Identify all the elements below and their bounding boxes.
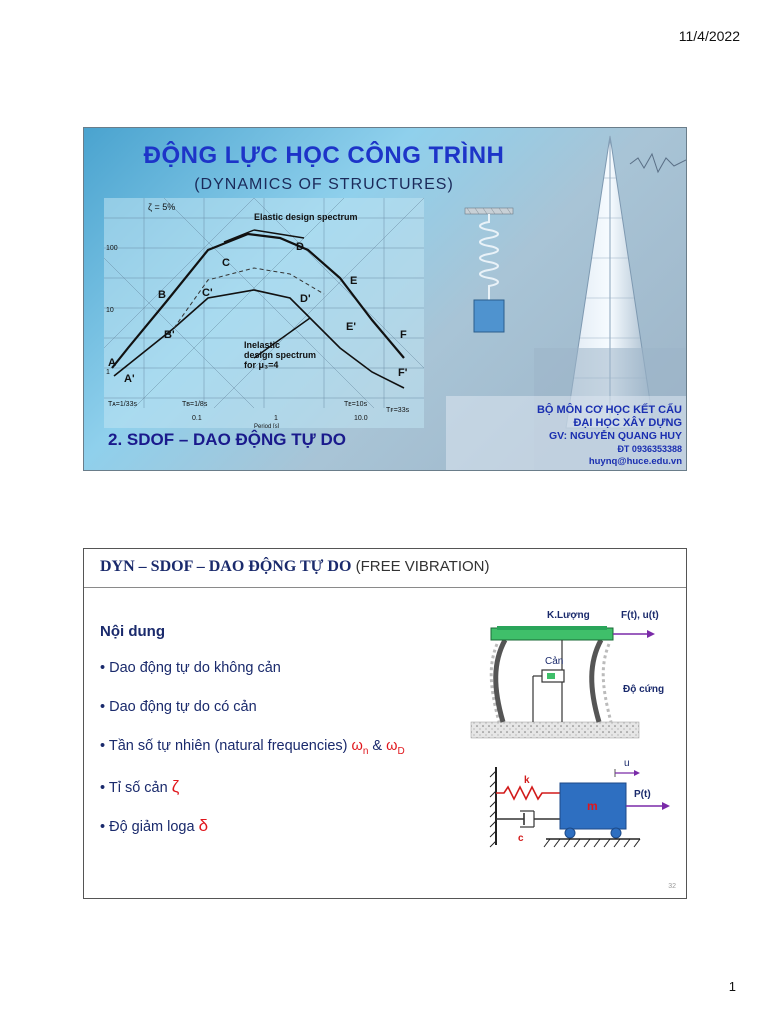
inelastic-label-2: design spectrum	[244, 350, 317, 360]
mass-m-label: m	[587, 799, 598, 813]
bullet-log-decrement-text: • Độ giảm loga	[100, 819, 199, 835]
displacement-u-label: u	[624, 758, 630, 769]
load-p-label: P(t)	[634, 789, 651, 800]
ta-label: Tᴀ=1/33s	[108, 401, 137, 408]
bullet-damped: • Dao động tự do có cản	[100, 699, 257, 715]
slide-subtitle: (DYNAMICS OF STRUCTURES)	[194, 176, 454, 193]
x-tick-10: 10.0	[354, 415, 368, 422]
y-tick-1: 1	[106, 369, 110, 376]
point-d: D	[296, 241, 304, 253]
omega-d-subscript: D	[397, 745, 405, 757]
stiffness-label: Độ cứng	[623, 684, 665, 695]
slide-heading	[100, 558, 489, 576]
damping-label: ζ = 5%	[148, 202, 176, 212]
lecturer-info	[446, 396, 686, 470]
inelastic-label-3: for μ₃=4	[244, 360, 279, 370]
omega-d-symbol: ω	[386, 738, 398, 754]
x-tick-1: 1	[274, 415, 278, 422]
mass-label: K.Lượng	[547, 610, 590, 621]
te-label: Tᴇ=10s	[344, 401, 368, 408]
elastic-label: Elastic design spectrum	[254, 212, 358, 222]
point-b2: B'	[164, 329, 175, 341]
university-line: ĐẠI HỌC XÂY DỰNG	[573, 417, 682, 429]
heading-bold: DYN – SDOF – DAO ĐỘNG TỰ DO	[100, 558, 352, 575]
damper-label: Cản	[545, 656, 564, 667]
point-c2: C'	[202, 287, 213, 299]
bullet-natural-frequency	[100, 738, 405, 757]
slide-title: ĐỘNG LỰC HỌC CÔNG TRÌNH	[143, 142, 505, 169]
portal-frame-diagram	[469, 604, 679, 744]
point-a2: A'	[124, 373, 135, 385]
point-e2: E'	[346, 321, 356, 333]
heading-light: (FREE VIBRATION)	[351, 558, 490, 575]
spring-k-label: k	[524, 775, 530, 786]
ampersand: &	[368, 738, 387, 754]
point-c: C	[222, 257, 230, 269]
email-line: huynq@huce.edu.vn	[588, 456, 682, 467]
spring-mass-image	[459, 206, 519, 346]
omega-n-subscript: n	[362, 745, 369, 757]
point-e: E	[350, 275, 358, 287]
department-line: BỘ MÔN CƠ HỌC KẾT CẤU	[536, 404, 682, 416]
page-number: 1	[728, 979, 736, 994]
point-b: B	[158, 289, 166, 301]
force-label: F(t), u(t)	[621, 610, 659, 621]
title-slide	[83, 127, 687, 471]
tf-label: Tꜰ=33s	[386, 407, 410, 414]
bullet-undamped: • Dao động tự do không cản	[100, 660, 281, 676]
section-title: 2. SDOF – DAO ĐỘNG TỰ DO	[108, 430, 346, 449]
zeta-symbol: ζ	[171, 777, 180, 796]
inelastic-label-1: Inelastic	[244, 340, 281, 350]
slide-number: 32	[668, 883, 676, 890]
point-a: A	[108, 357, 116, 369]
damper-c-label: c	[518, 833, 524, 844]
design-spectrum-chart	[104, 198, 424, 428]
page-date: 11/4/2022	[678, 28, 740, 44]
y-tick-100: 100	[106, 245, 118, 252]
bullet-damping-ratio	[100, 777, 179, 797]
omega-n-symbol: ω	[351, 738, 363, 754]
content-slide	[83, 548, 687, 899]
bullet-natural-frequency-text: • Tần số tự nhiên (natural frequencies)	[100, 738, 352, 754]
point-f2: F'	[398, 367, 408, 379]
x-tick-01: 0.1	[192, 415, 202, 422]
point-f: F	[400, 329, 407, 341]
y-tick-10: 10	[106, 307, 114, 314]
point-d2: D'	[300, 293, 311, 305]
bullet-log-decrement	[100, 816, 208, 836]
x-axis-label: Period [s]	[254, 424, 280, 428]
slide-header	[84, 549, 686, 588]
content-heading: Nội dung	[100, 623, 165, 640]
lecturer-name-line: GV: NGUYỄN QUANG HUY	[548, 430, 682, 442]
bullet-damping-ratio-text: • Tỉ số cản	[100, 780, 172, 796]
sdof-model-diagram	[484, 757, 674, 857]
tb-label: Tʙ=1/8s	[182, 401, 208, 408]
phone-line: ĐT 0936353388	[617, 444, 682, 454]
delta-symbol: δ	[198, 816, 209, 835]
